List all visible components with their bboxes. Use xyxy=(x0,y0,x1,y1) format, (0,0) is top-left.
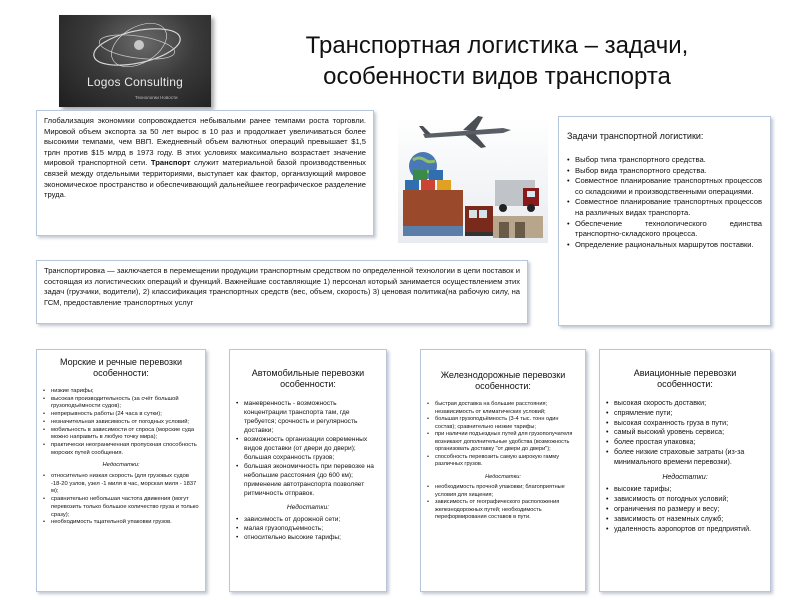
rail-transport-column xyxy=(420,349,586,592)
column-title: Железнодорожные перевозки особенности: xyxy=(440,370,566,391)
list-item: • маневренность - возможность концентрации транспорта там, где требуется; срочность и регулярность доставки; xyxy=(236,399,380,435)
advantages-list xyxy=(236,399,380,498)
tasks-title: Задачи транспортной логистики: xyxy=(567,131,704,141)
sea-transport-column xyxy=(36,349,206,592)
advantages-list xyxy=(43,388,199,457)
logo-swirl-icon xyxy=(59,15,211,107)
list-item: • Выбор вида транспортного средства. xyxy=(567,166,762,177)
disadvantages-list xyxy=(236,515,380,542)
list-item: • большая грузоподъёмность (3-4 тыс. тонн один состав); сравнительно низкие тарифы; xyxy=(427,416,579,431)
list-item: • малая грузоподъемность; xyxy=(236,524,380,533)
list-item: • непрерывность работы (24 часа в сутки); xyxy=(43,411,199,419)
list-item: • возможность организации современных видов доставки (от двери до двери); большая сохранность грузов; xyxy=(236,435,380,462)
list-item: • более простая упаковка; xyxy=(606,438,764,448)
list-item: • удаленность аэропортов от предприятий. xyxy=(606,525,764,535)
disadvantages-heading: Недостатки: xyxy=(662,472,708,481)
column-title: Автомобильные перевозки особенности: xyxy=(251,368,365,389)
intro-text-2: служит материальной базой производственных связей между отдельными территориями, выступает как фактор, организующий мировое экономическое пространство и обеспечивающий дальнейшее географическое разделение труда. xyxy=(44,158,366,200)
list-item: • необходимость тщательной упаковки грузов. xyxy=(43,519,199,527)
intro-bold: Транспорт xyxy=(150,158,191,168)
list-item: • зависимость от дорожной сети; xyxy=(236,515,380,524)
list-item: • способность перевозить самую широкую гамму различных грузов. xyxy=(427,454,579,469)
list-item: • при наличии подъездных путей для грузополучателя возникают дополнительные удобства (возможность организовать доставку "от двери до двери"); xyxy=(427,431,579,454)
list-item: • практически неограниченная пропускная способность морских путей сообщения. xyxy=(43,442,199,457)
list-item: • Совместное планирование транспортных процессов со складскими и производственными операциями. xyxy=(567,176,762,197)
list-item: • сравнительно небольшая частота движения (могут перевозить только большое количество груза и только сразу); xyxy=(43,496,199,519)
disadvantages-list xyxy=(427,484,579,522)
logo xyxy=(59,15,211,107)
column-title: Авиационные перевозки особенности: xyxy=(633,368,737,389)
list-item: • спрямление пути; xyxy=(606,409,764,419)
disadvantages-list xyxy=(606,485,764,534)
list-item: • Совместное планирование транспортных процессов на различных видах транспорта. xyxy=(567,197,762,218)
disadvantages-heading: Недостатки: xyxy=(102,462,140,469)
list-item: • низкие тарифы; xyxy=(43,388,199,396)
list-item: • незначительная зависимость от погодных условий; xyxy=(43,419,199,427)
tasks-box xyxy=(558,116,771,326)
list-item: • высокая скорость доставки; xyxy=(606,399,764,409)
column-title: Морские и речные перевозки особенности: xyxy=(59,357,183,378)
disadvantages-heading: Недостатки: xyxy=(485,473,521,480)
list-item: • Определение рациональных маршрутов поставки. xyxy=(567,240,762,251)
list-item: • быстрая доставка на большие расстояния; независимость от климатических условий; xyxy=(427,401,579,416)
list-item: • самый высокий уровень сервиса; xyxy=(606,428,764,438)
logo-name: Logos Consulting xyxy=(87,75,183,89)
advantages-list xyxy=(606,399,764,468)
intro-box xyxy=(36,110,374,236)
list-item: • более низкие страховые затраты (из-за минимального времени перевозки). xyxy=(606,448,764,468)
title-line-1: Транспортная логистика – задачи, xyxy=(305,32,689,59)
page-title xyxy=(222,30,772,92)
transportation-definition-text: Транспортировка — заключается в перемещении продукции транспортным средством по определенной технологии в цепи поставок и состоящая из логистических операций и функций. Важнейшие составляющие 1) персонал который занимается осуществлением этих задач (грузчики, водители), 2) классификация транспортных средств (вес, объем, скорость) 3) ценовая политика(на рабочую силу, на ГСМ, предоставление транспортных услуг xyxy=(44,266,520,307)
list-item: • зависимость от наземных служб; xyxy=(606,515,764,525)
intro-text-1: Глобализация экономики сопровождается небывалыми ранее темпами роста торговли. Мировой объем экспорта за 50 лет вырос в 10 раз и продолжает увеличиваться более высокими темпами, чем ВВП. Ежедневный объем валютных операций превышает $1,5 трлн против $15 млрд в 1973 году. В этих условиях максимально возрастает значение мировой транспортной сети. xyxy=(44,116,366,168)
list-item: • большая экономичность при перевозке на небольшие расстояния (до 600 км); применение автотранспорта позволяет ритмичность отправок. xyxy=(236,462,380,498)
list-item: • высокая производительность (за счёт большой грузоподъёмности судов); xyxy=(43,396,199,411)
air-transport-column xyxy=(599,349,771,592)
title-line-2: особенности видов транспорта xyxy=(323,63,671,90)
list-item: • ограничения по размеру и весу; xyxy=(606,505,764,515)
road-transport-column xyxy=(229,349,387,592)
list-item: • высокая сохранность груза в пути; xyxy=(606,419,764,429)
list-item: • Выбор типа транспортного средства. xyxy=(567,155,762,166)
list-item: • относительно высокие тарифы; xyxy=(236,533,380,542)
transportation-definition-box xyxy=(36,260,528,324)
tasks-list xyxy=(567,155,762,250)
advantages-list xyxy=(427,401,579,469)
list-item: • мобильность в зависимости от спроса (морские суда можно направить в любую точку мира); xyxy=(43,427,199,442)
disadvantages-list xyxy=(43,473,199,527)
list-item: • необходимость прочной упаковки; благоприятные условия для хищения; xyxy=(427,484,579,499)
list-item: • относительно низкая скорость (для грузовых судов -18-20 узлов, узел -1 миля в час, морская миля - 1837 м); xyxy=(43,473,199,496)
list-item: • зависимость от погодных условий; xyxy=(606,495,764,505)
disadvantages-heading: Недостатки: xyxy=(286,504,330,511)
list-item: • зависимость от географического расположения железнодорожных путей; необходимость переформирования составов в пути. xyxy=(427,499,579,522)
list-item: • высокие тарифы; xyxy=(606,485,764,495)
transport-collage-image xyxy=(383,108,553,248)
list-item: • Обеспечение технологического единства транспортно-складского процесса. xyxy=(567,219,762,240)
logo-tagline: Технологии Новости xyxy=(135,95,178,100)
